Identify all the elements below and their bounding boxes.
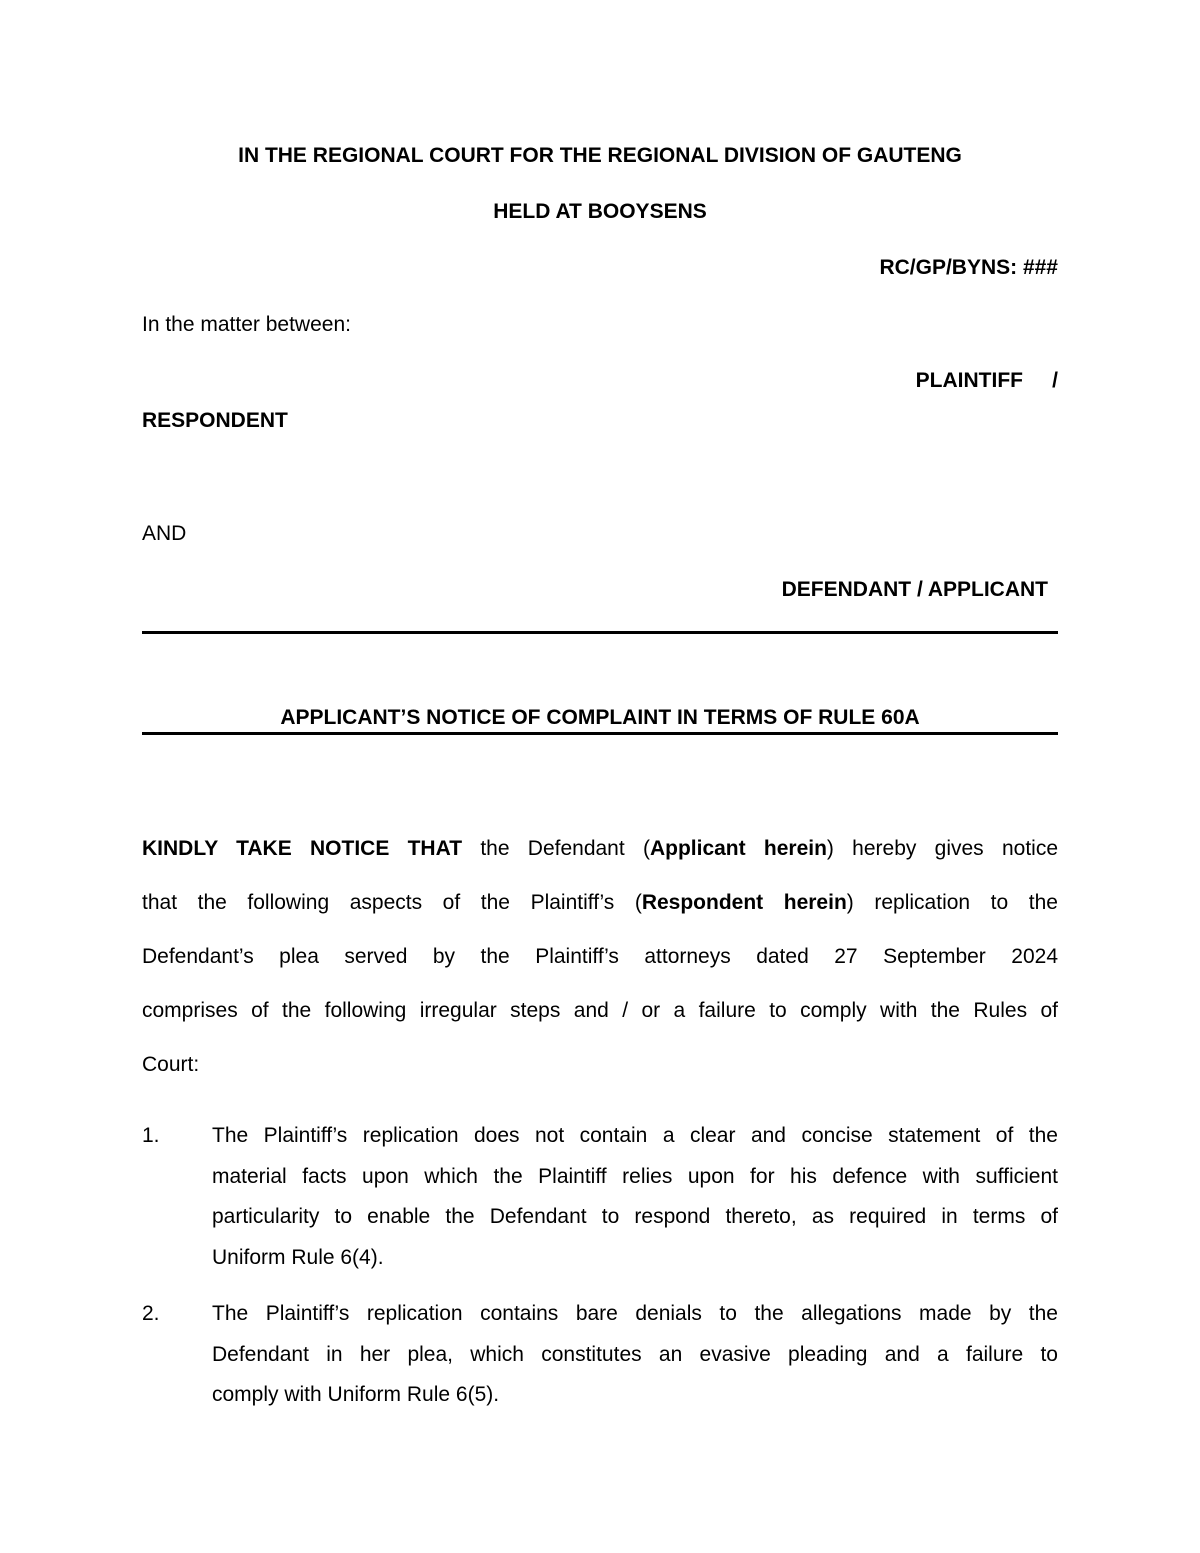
notice-line [142,890,1058,944]
document-title: APPLICANT’S NOTICE OF COMPLAINT IN TERMS OF RULE 60A [280,706,920,729]
defendant-role: DEFENDANT / APPLICANT [781,578,1048,601]
notice-line [142,836,1058,890]
notice-paragraph [142,836,1058,1106]
item-line: material facts upon which the Plaintiff relies upon for his defence with sufficient [212,1164,1058,1188]
notice-lead: KINDLY TAKE NOTICE THAT [142,837,463,860]
item-line: Uniform Rule 6(4). [212,1245,384,1269]
notice-line: Court: [142,1053,200,1076]
matter-intro: In the matter between: [142,313,351,336]
respondent-role: RESPONDENT [142,409,288,432]
item-number: 1. [142,1124,160,1147]
item-line: particularity to enable the Defendant to respond thereto, as required in terms of [212,1205,1058,1228]
separator-rule [142,631,1058,634]
notice-text: ) replication to the [846,891,1058,914]
item-line: Defendant in her plea, which constitutes an evasive pleading and a failure to [212,1342,1058,1366]
case-number: RC/GP/BYNS: ### [879,256,1058,279]
title-underline [142,732,1058,735]
item-text [212,1301,1058,1423]
item-line: comply with Uniform Rule 6(5). [212,1383,500,1406]
held-at-heading: HELD AT BOOYSENS [493,200,707,223]
notice-text: that the following aspects of the Plaintiff’s ( [142,891,642,914]
applicant-herein: Applicant herein [649,837,827,860]
court-heading: IN THE REGIONAL COURT FOR THE REGIONAL DIVISION OF GAUTENG [238,144,962,167]
item-text [212,1123,1058,1285]
respondent-herein: Respondent herein [641,891,847,914]
notice-line: Defendant’s plea served by the Plaintiff’s attorneys dated 27 September 2024 [142,945,1058,968]
plaintiff-role: PLAINTIFF / [915,369,1058,392]
item-line: The Plaintiff’s replication does not contain a clear and concise statement of the [212,1124,1058,1147]
and-conjunction: AND [142,522,187,545]
notice-text: ) hereby gives notice [826,837,1058,860]
item-number: 2. [142,1302,160,1325]
notice-text: the Defendant ( [462,837,650,860]
notice-line: comprises of the following irregular steps and / or a failure to comply with the Rules of [142,999,1058,1022]
item-line: The Plaintiff’s replication contains bare denials to the allegations made by the [212,1302,1058,1325]
